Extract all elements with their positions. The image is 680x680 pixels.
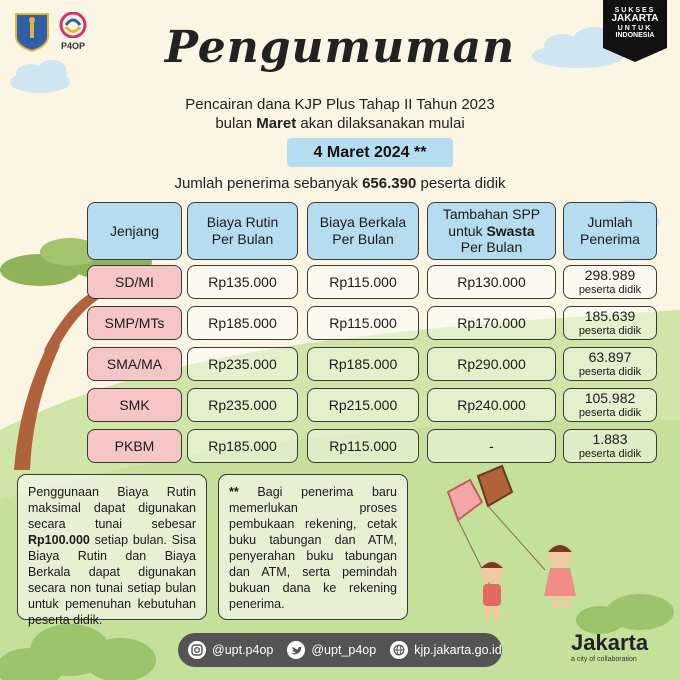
instagram-icon <box>188 641 206 659</box>
note-left-bold: Rp100.000 <box>28 533 90 547</box>
row-rutin: Rp235.000 <box>187 388 298 422</box>
social-footer <box>178 633 502 667</box>
twitter-icon <box>287 641 305 659</box>
header-jumlah-penerima <box>563 202 657 260</box>
subtitle-line2 <box>0 115 680 132</box>
badge-line-indonesia: INDONESIA <box>615 32 655 40</box>
row-berkala: Rp185.000 <box>307 347 419 381</box>
header-biaya-rutin <box>187 202 298 260</box>
subtitle-line2-pre: bulan <box>215 115 257 132</box>
header-berkala-line2: Per Bulan <box>332 231 394 247</box>
footer-website[interactable] <box>390 641 502 659</box>
jakarta-brand-logo <box>571 632 671 663</box>
row-berkala: Rp215.000 <box>307 388 419 422</box>
row-spp: Rp290.000 <box>427 347 556 381</box>
row-level: SMK <box>87 388 182 422</box>
instagram-handle: @upt.p4op <box>212 643 274 657</box>
row-rutin: Rp185.000 <box>187 429 298 463</box>
header-biaya-berkala <box>307 202 419 260</box>
row-count <box>563 265 657 299</box>
row-level: SD/MI <box>87 265 182 299</box>
row-count-value: 1.883 <box>592 430 628 447</box>
row-berkala: Rp115.000 <box>307 429 419 463</box>
subtitle-line2-bold: Maret <box>256 115 297 132</box>
header-tambahan-spp <box>427 202 556 260</box>
p4op-label: P4OP <box>60 41 85 51</box>
row-rutin: Rp185.000 <box>187 306 298 340</box>
row-rutin: Rp135.000 <box>187 265 298 299</box>
header-spp-line2 <box>448 223 534 240</box>
row-count <box>563 306 657 340</box>
row-count <box>563 388 657 422</box>
row-spp: Rp170.000 <box>427 306 556 340</box>
header-rutin-line2: Per Bulan <box>211 231 274 247</box>
row-spp: Rp240.000 <box>427 388 556 422</box>
recipients-total: 656.390 <box>362 175 417 192</box>
row-count-unit: peserta didik <box>578 407 642 420</box>
row-count-unit: peserta didik <box>578 325 642 338</box>
note-biaya-rutin <box>17 474 207 627</box>
row-berkala: Rp115.000 <box>307 306 419 340</box>
note-right-text: Bagi penerima baru memerlukan proses pembukaan rekening, cetak buku tabungan dan ATM, penyerahan buku tabungan dan ATM, serta pemindah bukuan dana ke rekening penerima. <box>229 485 397 611</box>
header-jumlah-line1: Jumlah <box>587 214 633 231</box>
row-count-unit: peserta didik <box>578 366 642 379</box>
jakarta-tagline: a city of collaboration <box>571 656 637 663</box>
note-left-pre: Penggunaan Biaya Rutin maksimal dapat digunakan secara tunai sebesar <box>28 485 196 531</box>
date-badge: 4 Maret 2024 ** <box>287 138 453 167</box>
footer-instagram[interactable] <box>188 641 273 659</box>
header-jenjang: Jenjang <box>87 202 182 260</box>
recipients-post: peserta didik <box>416 175 506 192</box>
row-berkala: Rp115.000 <box>307 265 419 299</box>
header-berkala-line1: Biaya Berkala <box>319 214 407 231</box>
header-spp-line1: Tambahan SPP <box>442 205 541 222</box>
row-count-value: 105.982 <box>584 389 636 406</box>
row-count-unit: peserta didik <box>578 448 642 461</box>
row-count <box>563 429 657 463</box>
footer-twitter[interactable] <box>287 641 376 659</box>
header-jumlah-line2: Penerima <box>580 231 640 247</box>
subtitle-line2-post: akan dilaksanakan mulai <box>296 115 465 132</box>
note-penerima-baru <box>218 474 408 620</box>
twitter-handle: @upt_p4op <box>311 643 377 657</box>
row-count-value: 298.989 <box>584 266 636 283</box>
page-title: Pengumuman <box>164 22 516 73</box>
header-spp-line2b: Swasta <box>486 222 535 239</box>
badge-line-untuk: UNTUK <box>617 24 653 32</box>
note-right-bold: ** <box>229 485 239 499</box>
row-level: SMP/MTs <box>87 306 182 340</box>
subtitle-line1: Pencairan dana KJP Plus Tahap II Tahun 2023 <box>185 96 495 113</box>
row-spp: Rp130.000 <box>427 265 556 299</box>
website-url: kjp.jakarta.go.id <box>414 643 502 657</box>
header-rutin-line1: Biaya Rutin <box>206 214 279 231</box>
row-count-unit: peserta didik <box>578 284 642 297</box>
badge-line-jakarta: JAKARTA <box>611 13 659 25</box>
row-level: SMA/MA <box>87 347 182 381</box>
row-spp: - <box>427 429 556 463</box>
globe-icon <box>390 641 408 659</box>
recipients-pre: Jumlah penerima sebanyak <box>174 175 363 192</box>
recipients-summary <box>0 175 680 192</box>
jakarta-wordmark: Jakarta <box>571 630 649 655</box>
row-level: PKBM <box>87 429 182 463</box>
badge-line-sukses: SUKSES <box>614 7 656 14</box>
row-rutin: Rp235.000 <box>187 347 298 381</box>
row-count <box>563 347 657 381</box>
row-count-value: 63.897 <box>588 348 632 365</box>
row-count-value: 185.639 <box>584 307 636 324</box>
note-left-post: setiap bulan. Sisa Biaya Rutin dan Biaya Berkala dapat digunakan secara non tunai setiap bulan untuk pemenuhan kebutuhan peserta didik. <box>28 533 196 627</box>
header-spp-line2a: untuk <box>448 222 487 239</box>
header-spp-line3: Per Bulan <box>460 239 523 256</box>
